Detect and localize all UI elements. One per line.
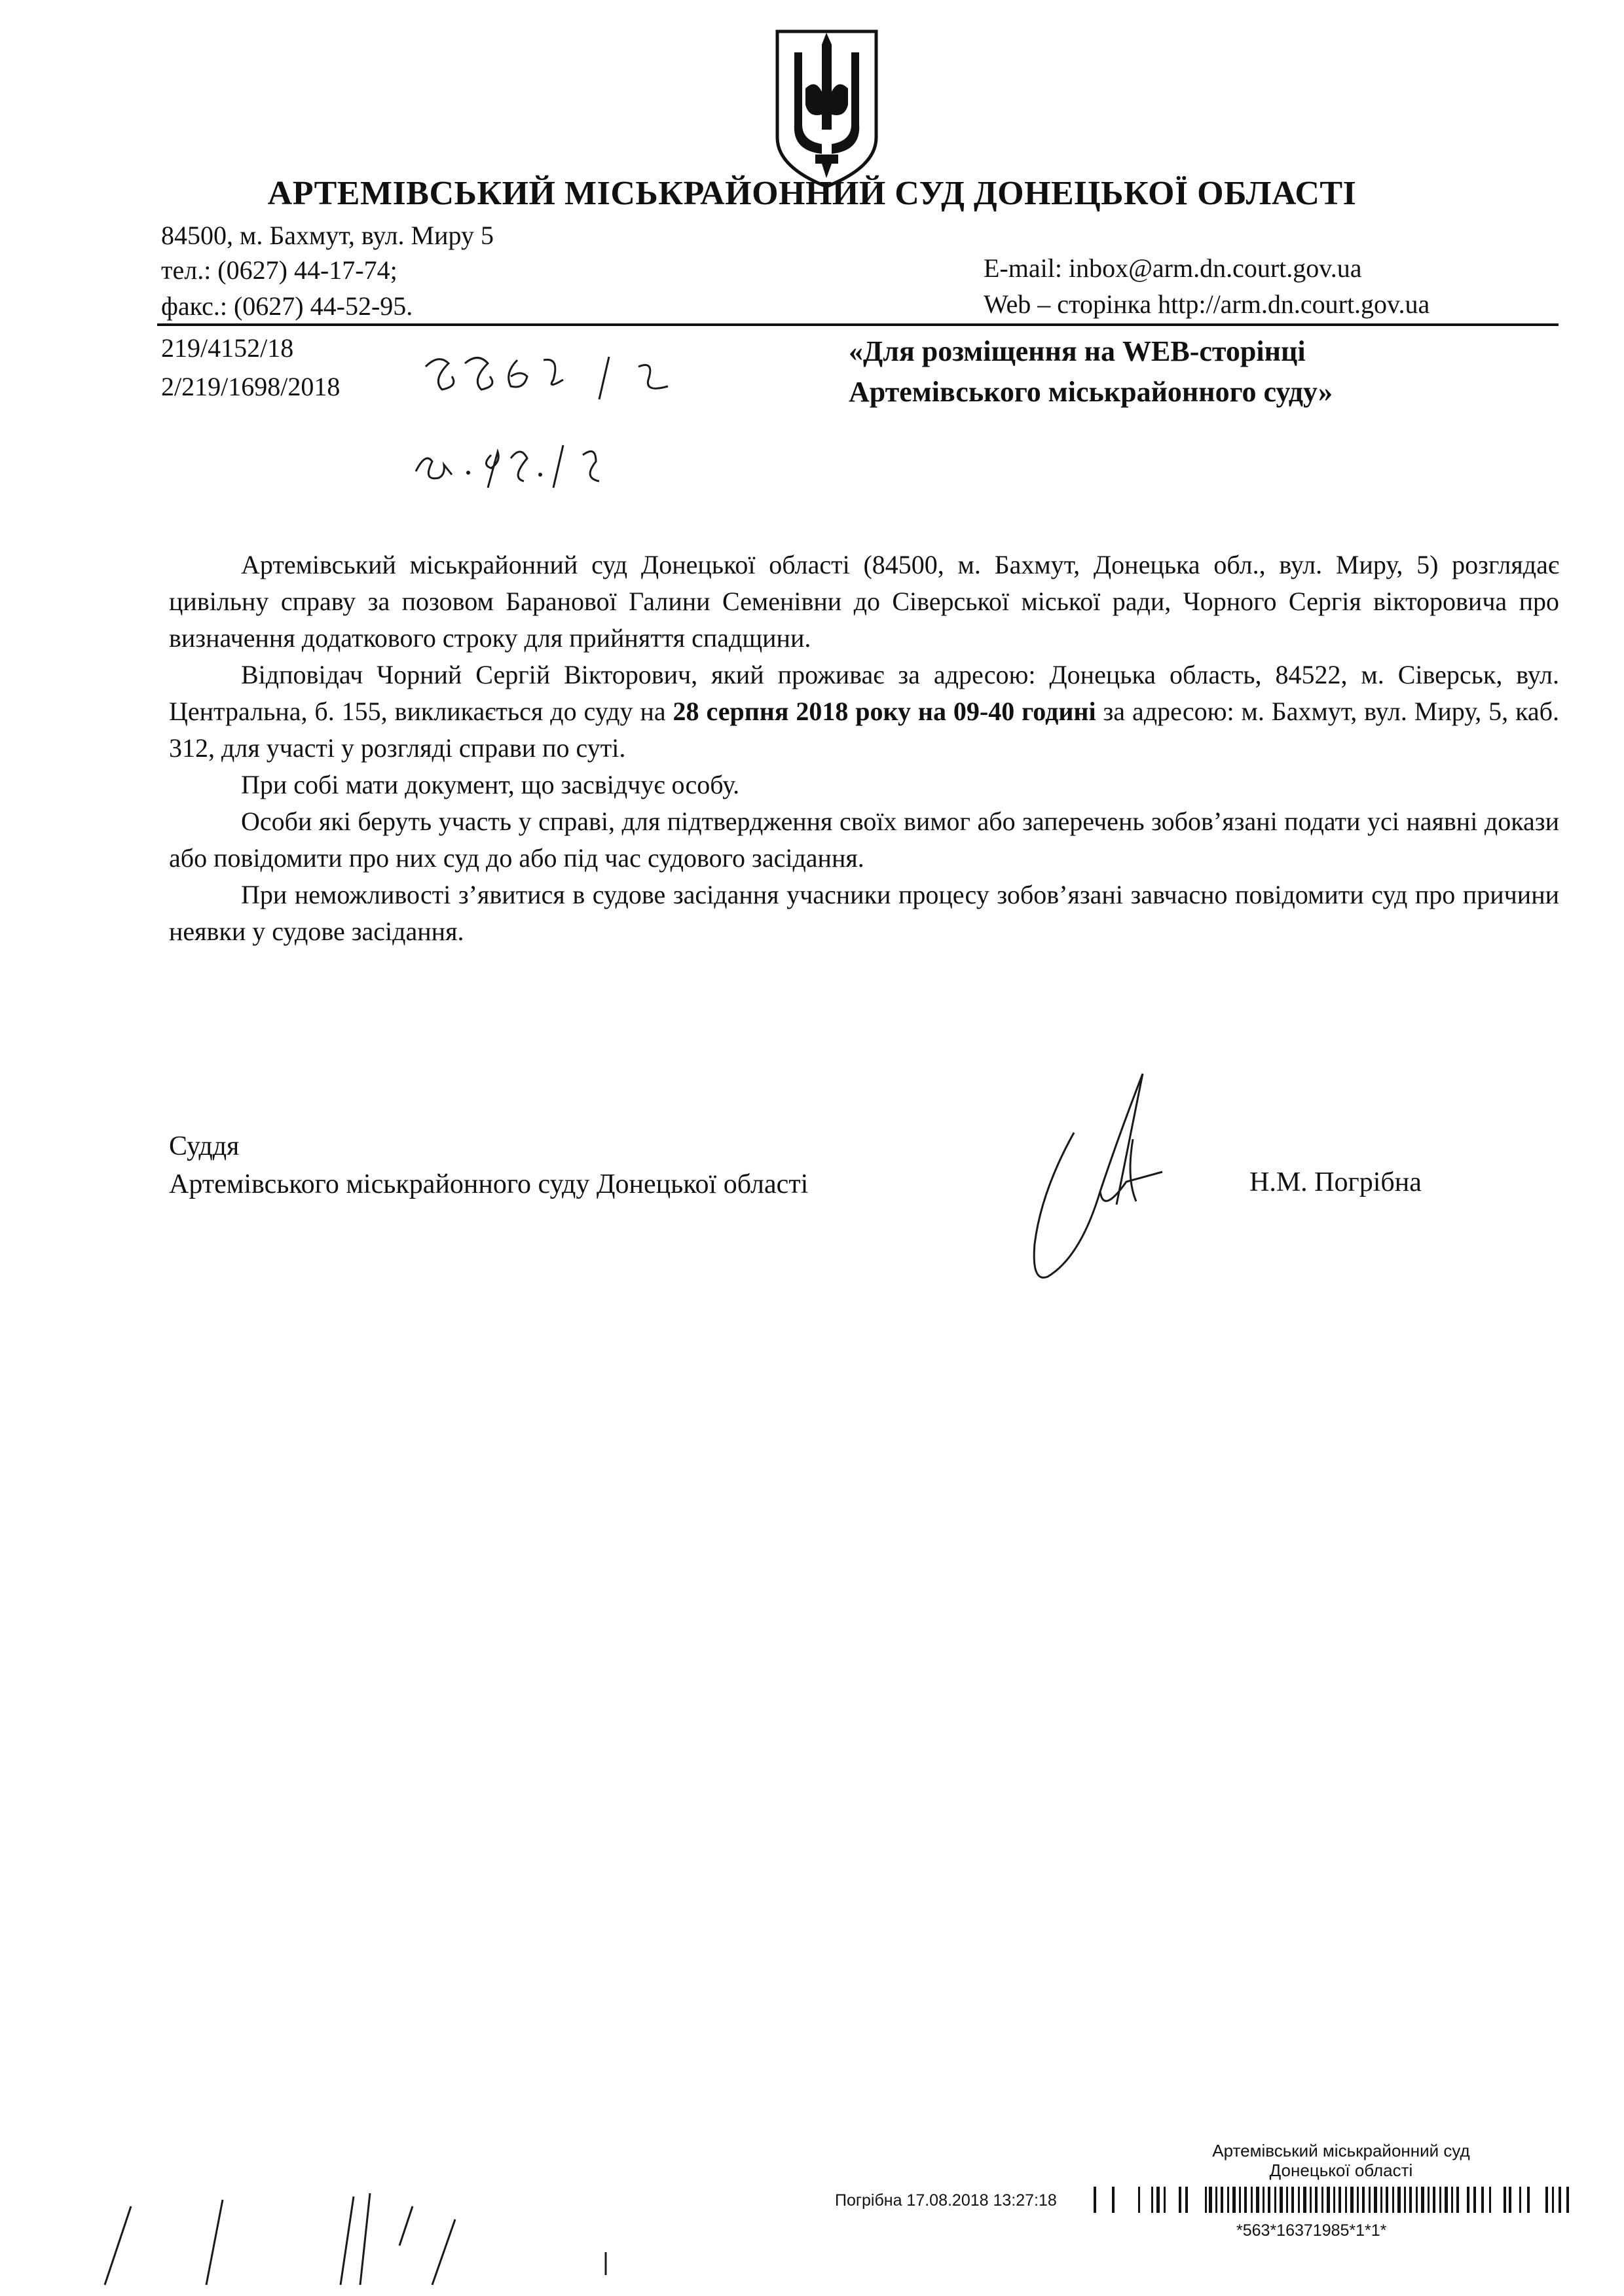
header-divider xyxy=(157,323,1559,326)
barcode-number: *563*16371985*1*1* xyxy=(1236,2221,1387,2240)
court-title: АРТЕМІВСЬКИЙ МІСЬКРАЙОННИЙ СУД ДОНЕЦЬКОЇ ОБЛАСТІ xyxy=(267,175,1357,212)
notice-body xyxy=(169,547,1559,950)
barcode-icon xyxy=(1094,2187,1572,2213)
court-phone: тел.: (0627) 44-17-74; xyxy=(161,255,397,285)
summons-text-after: за адресою: м. Бахмут, вул. Миру, 5, каб. 312, для участі у розгляді справи по суті. xyxy=(169,697,1560,763)
scan-marks xyxy=(92,2187,616,2291)
court-email: E-mail: inbox@arm.dn.court.gov.ua xyxy=(984,253,1362,283)
stamp-court-line-2: Донецької області xyxy=(1269,2160,1413,2180)
paragraph-evidence: Особи які беруть участь у справі, для підтвердження своїх вимог або заперечень зобов’язані подати усі наявні докази або повідомити про них суд до або під час судового засідання. xyxy=(169,807,1559,873)
web-note-line-1: «Для розміщення на WEB-сторінці xyxy=(849,335,1306,367)
hearing-datetime: 28 серпня 2018 року на 09-40 годині xyxy=(673,697,1096,726)
court-address: 84500, м. Бахмут, вул. Миру 5 xyxy=(161,221,494,250)
handwritten-registration-number xyxy=(413,340,688,412)
paragraph-absence: При неможливості з’явитися в судове засідання учасники процесу зобов’язані завчасно повідомити суд про причини неявки у судове засідання. xyxy=(169,880,1559,946)
handwritten-date xyxy=(406,426,622,498)
stamp-court-line-1: Артемівський міськрайонний суд xyxy=(1212,2141,1470,2160)
web-publication-note xyxy=(849,331,1333,412)
registration-stamp-info: Погрібна 17.08.2018 13:27:18 xyxy=(835,2191,1057,2210)
summons-text-before: Відповідач Чорний Сергій Вікторович, який проживає за адресою: Донецька область, 84522, м. Сіверськ, вул. Центральна, б. 155, викликається до суду на xyxy=(169,660,1559,726)
judge-position: Артемівського міськрайонного суду Донецької області xyxy=(169,1169,809,1199)
court-fax: факс.: (0627) 44-52-95. xyxy=(161,291,413,321)
case-number: 219/4152/18 xyxy=(161,333,294,363)
paragraph-id-document: При собі мати документ, що засвідчує особу. xyxy=(241,770,740,799)
handwritten-signature xyxy=(1022,1061,1192,1296)
coat-of-arms-icon xyxy=(769,26,884,190)
court-website: Web – сторінка http://arm.dn.court.gov.ua xyxy=(984,289,1430,319)
web-note-line-2: Артемівського міськрайонного суду» xyxy=(849,376,1333,408)
judge-name: Н.М. Погрібна xyxy=(1249,1167,1422,1197)
signature-block xyxy=(169,1127,808,1203)
proceeding-number: 2/219/1698/2018 xyxy=(161,372,341,401)
registration-stamp-court xyxy=(1190,2141,1492,2180)
judge-title: Суддя xyxy=(169,1131,240,1161)
paragraph-case-info: Артемівський міськрайонний суд Донецької області (84500, м. Бахмут, Донецька обл., вул. Миру, 5) розглядає цивільну справу за позовом Баранової Галини Семенівни до Сіверської міської ради, Чорного Сергія вікторовича про визначення додаткового строку для прийняття спадщини. xyxy=(169,550,1559,653)
paragraph-summons xyxy=(169,657,1559,767)
